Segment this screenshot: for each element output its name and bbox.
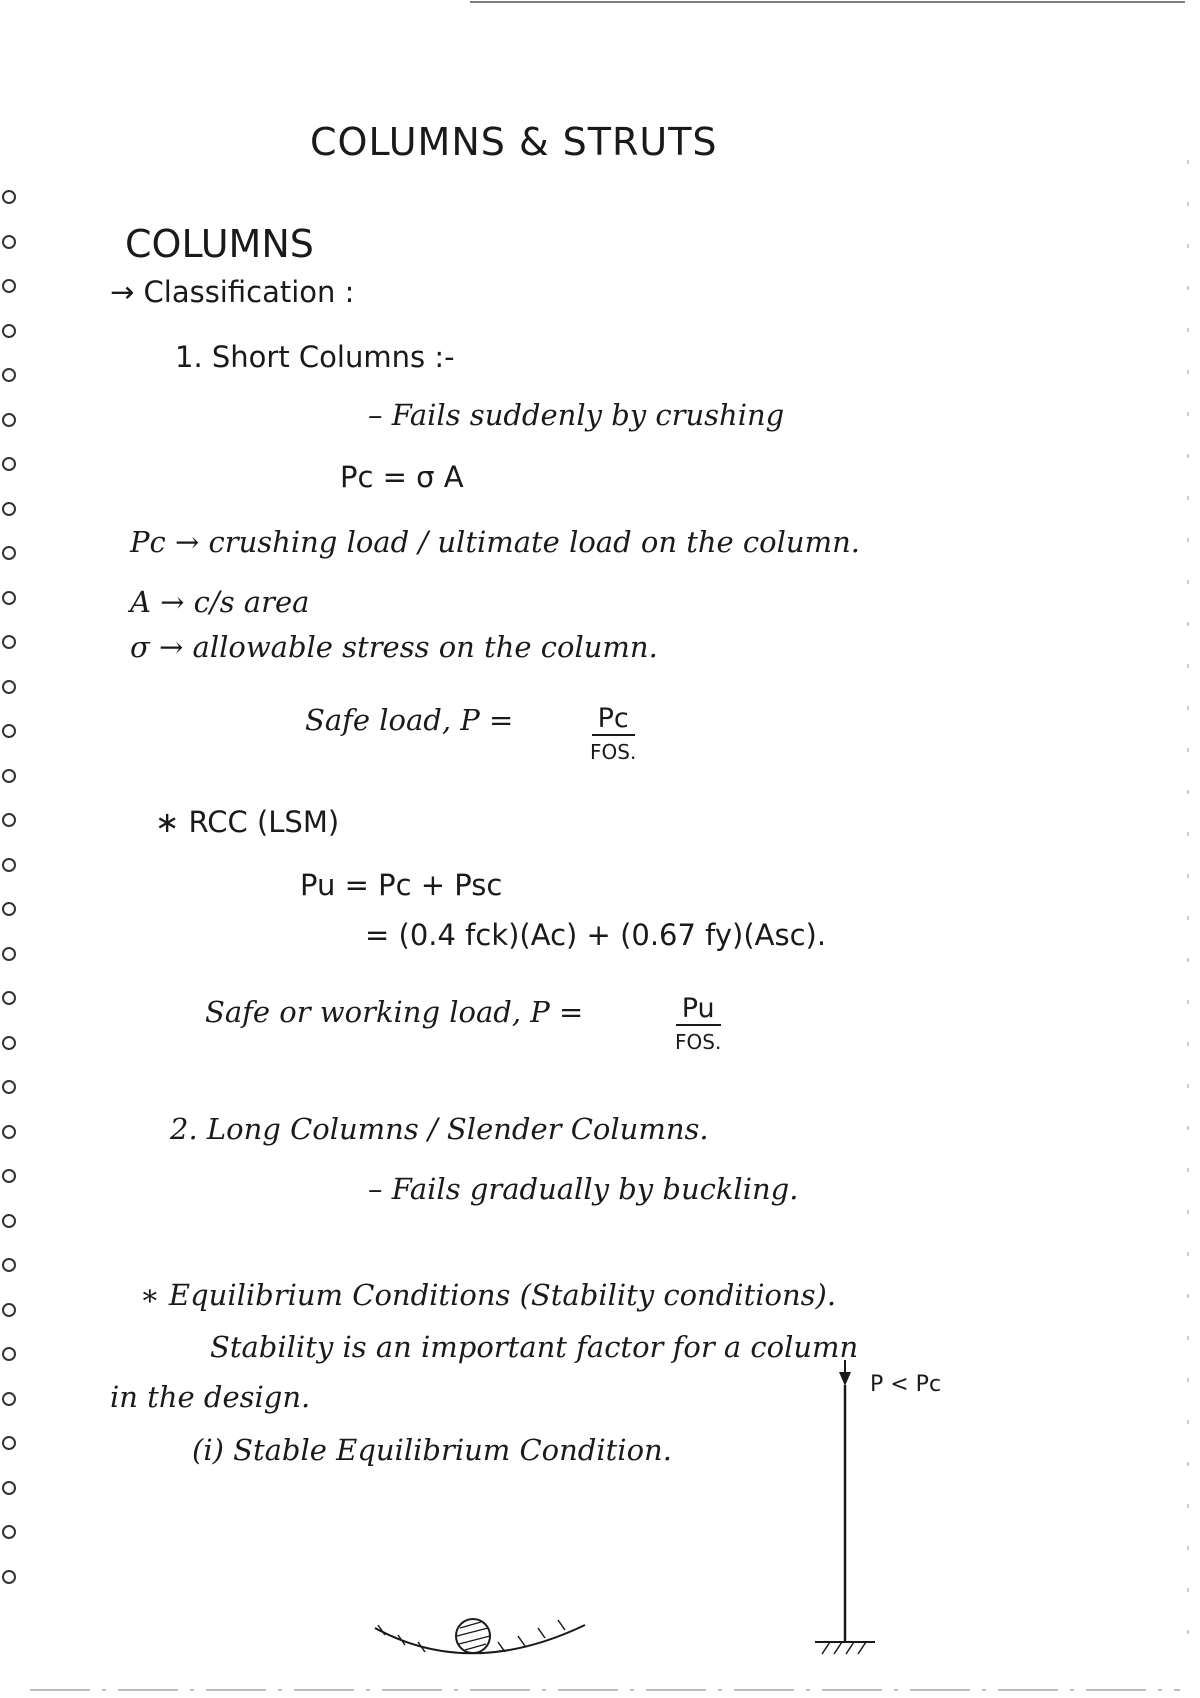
- load-arrow-head: [839, 1372, 851, 1386]
- rcc-safe-label: Safe or working load, P =: [205, 995, 584, 1029]
- long-columns-heading: 2. Long Columns / Slender Columns.: [170, 1112, 709, 1146]
- classification-label: → Classification :: [110, 275, 355, 309]
- fraction-numerator: Pu: [676, 993, 721, 1026]
- definition-sigma: σ → allowable stress on the column.: [130, 630, 658, 664]
- short-columns-heading: 1. Short Columns :-: [175, 340, 455, 374]
- fraction-numerator: Pc: [592, 703, 635, 736]
- load-condition-label: P < Pc: [870, 1372, 942, 1397]
- short-fails-text: – Fails suddenly by crushing: [368, 398, 785, 432]
- rcc-heading: ∗ RCC (LSM): [155, 805, 340, 839]
- definition-area: A → c/s area: [130, 585, 310, 619]
- definition-pc: Pc → crushing load / ultimate load on the column.: [130, 525, 860, 559]
- stable-equilibrium-heading: (i) Stable Equilibrium Condition.: [192, 1433, 672, 1467]
- fraction-denominator: FOS.: [675, 1030, 722, 1054]
- rcc-equation-2: = (0.4 fck)(Ac) + (0.67 fy)(Asc).: [365, 918, 827, 952]
- long-fails-text: – Fails gradually by buckling.: [368, 1172, 799, 1206]
- page-title: COLUMNS & STRUTS: [310, 120, 718, 164]
- crushing-formula: Pc = σ A: [340, 460, 464, 494]
- support-hatching: [822, 1642, 866, 1654]
- stability-paragraph-line-1: Stability is an important factor for a column: [210, 1330, 859, 1364]
- fraction-denominator: FOS.: [590, 740, 637, 764]
- equilibrium-heading: ∗ Equilibrium Conditions (Stability conditions).: [140, 1278, 837, 1312]
- safe-load-label: Safe load, P =: [305, 703, 514, 737]
- section-heading-columns: COLUMNS: [125, 222, 314, 266]
- ball-hatch: [457, 1622, 490, 1650]
- stability-paragraph-line-2: in the design.: [110, 1380, 311, 1414]
- rcc-equation-1: Pu = Pc + Psc: [300, 868, 503, 902]
